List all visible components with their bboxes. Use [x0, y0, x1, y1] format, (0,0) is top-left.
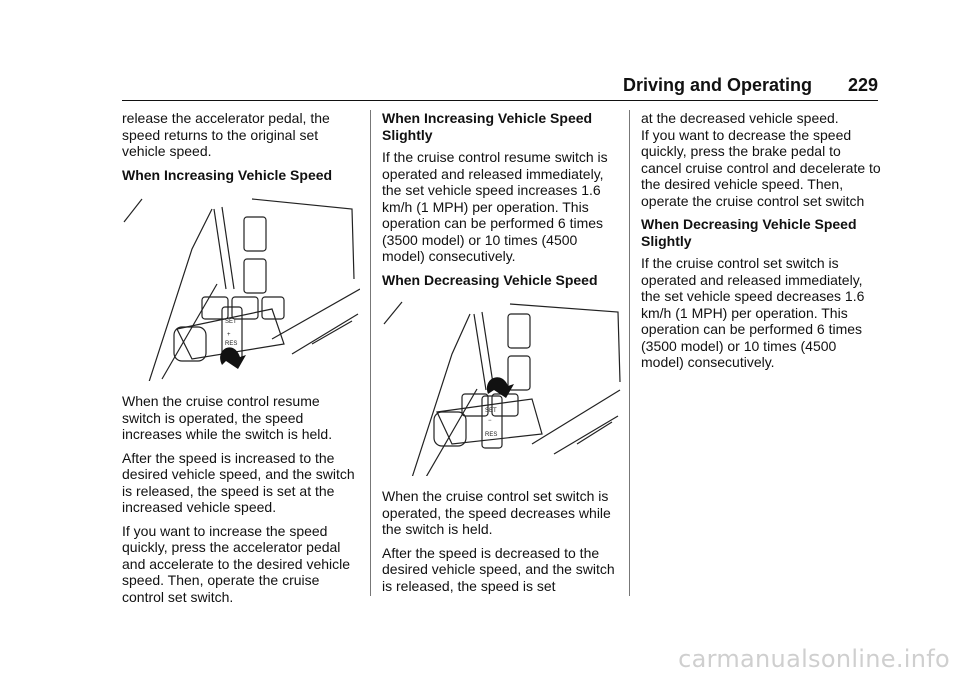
section-heading: When Decreasing Vehicle Speed [382, 271, 598, 288]
column-2 [382, 110, 622, 601]
dash-switch [262, 297, 284, 319]
lever-resume-drawing [122, 189, 360, 381]
dash-switch [244, 217, 266, 251]
switch-label-minus: − [488, 418, 492, 424]
section-heading: When Increasing Vehicle Speed [122, 166, 333, 183]
paragraph: When the cruise control resume switch is operated, the speed increases while the switch is held. [122, 393, 333, 442]
section-heading: When Decreasing Vehicle Speed Slightly [641, 216, 857, 249]
paragraph: release the accelerator pedal, the speed returns to the original set vehicle speed. [122, 110, 330, 159]
steering-column [272, 289, 360, 339]
dash-panel [510, 304, 620, 382]
dash-switch [508, 314, 530, 348]
dash-line [162, 284, 217, 379]
dash-switch [508, 356, 530, 390]
steering-column [554, 416, 618, 454]
dash-switch [202, 297, 228, 319]
column-1 [122, 110, 360, 612]
paragraph: at the decreased vehicle speed. [641, 110, 839, 126]
header-rule [122, 100, 878, 101]
column-divider [629, 110, 630, 596]
dash-line [397, 314, 470, 476]
dash-line [384, 302, 402, 324]
paragraph: If the cruise control set switch is operated and released immediately, the set vehicle speed decreases 1.6 km/h (1 MPH) per operation. This operation can be performed 6 times (3500 model) or 10 times (4500 model) consecutively. [641, 255, 865, 370]
dash-line [422, 389, 477, 476]
switch-label-res: RES [485, 432, 498, 438]
cruise-lever-illustration-resume [122, 189, 360, 381]
steering-column [292, 314, 358, 354]
paragraph: When the cruise control set switch is operated, the speed decreases while the switch is held. [382, 488, 611, 537]
page-number: 229 [847, 75, 878, 95]
section-heading: When Increasing Vehicle Speed Slightly [382, 110, 593, 143]
lever-set-drawing [382, 294, 622, 476]
paragraph: After the speed is decreased to the desired vehicle speed, and the switch is released, the speed is set [382, 544, 615, 594]
dash-panel [252, 199, 354, 279]
cruise-lever-illustration-set [382, 294, 622, 476]
paragraph: If the cruise control resume switch is operated and released immediately, the set vehicle speed increases 1.6 km/h (1 MPH) per operation. This operation can be performed 6 times (3500 model) or 10 times (4500 model) consecutively. [382, 149, 608, 264]
column-divider [370, 110, 371, 596]
switch-label-set: SET [225, 319, 237, 325]
page-header [122, 75, 878, 97]
paragraph: After the speed is increased to the desired vehicle speed, and the switch is released, the speed is set at the increased vehicle speed. [122, 449, 355, 515]
paragraph: If you want to decrease the speed quickly, press the brake pedal to cancel cruise control and decelerate to the desired vehicle speed. Then, operate the cruise control set switch [641, 126, 881, 209]
switch-label-set: SET [485, 408, 497, 414]
paragraph: If you want to increase the speed quickly, press the accelerator pedal and accelerate to the desired vehicle speed. Then, operate the cruise control set switch. [122, 522, 351, 605]
watermark: carmanualsonline.info [678, 645, 950, 673]
switch-label-res: RES [225, 341, 238, 347]
rotate-down-arrow-icon [487, 377, 514, 398]
dash-switch [232, 297, 258, 319]
switch-label-plus: + [227, 332, 231, 338]
steering-column [312, 321, 352, 344]
dash-line [124, 199, 142, 222]
section-title: Driving and Operating [622, 75, 812, 95]
steering-column [532, 390, 620, 444]
dash-switch [244, 259, 266, 293]
steering-column [577, 422, 612, 444]
column-3 [641, 110, 881, 378]
